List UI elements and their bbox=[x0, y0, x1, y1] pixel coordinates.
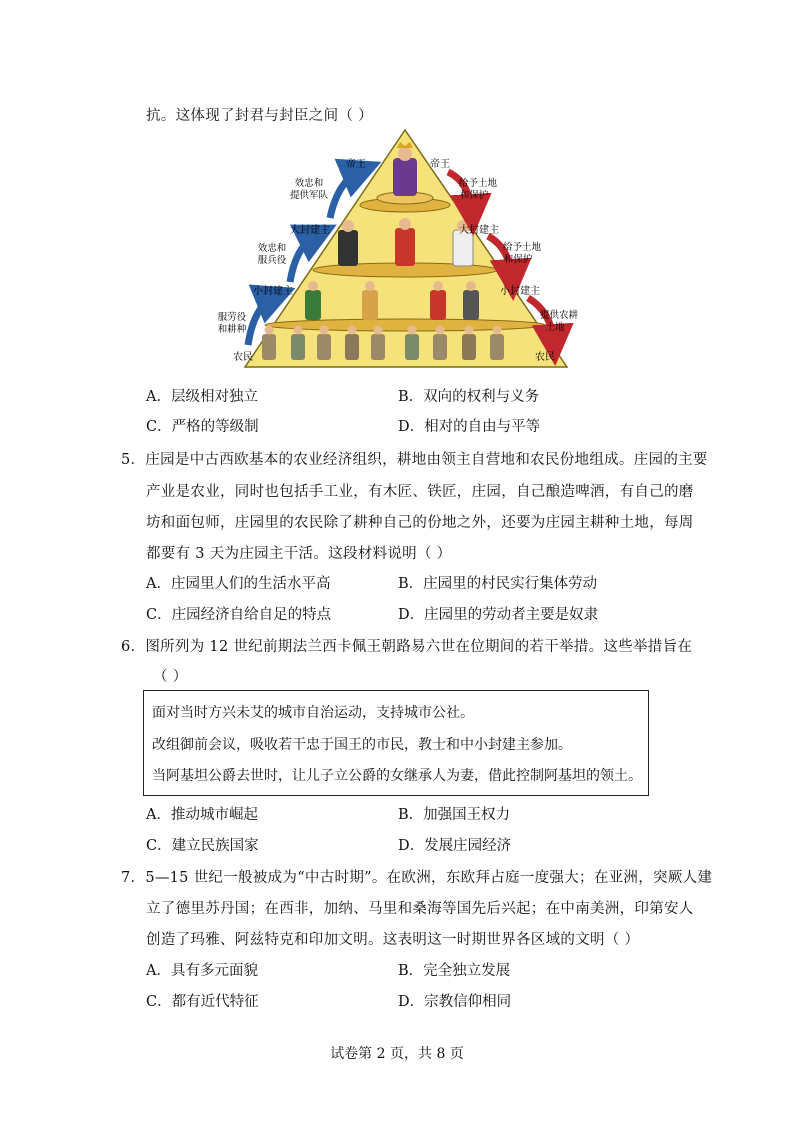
q6-material-line-3: 当阿基坦公爵去世时，让儿子立公爵的女继承人为妻，借此控制阿基坦的领土。 bbox=[152, 768, 642, 784]
q6-material-line-2: 改组御前会议，吸收若干忠于国王的市民，教士和中小封建主参加。 bbox=[152, 737, 572, 753]
label-peasant-right: 农民 bbox=[535, 352, 555, 363]
label-peasant-left: 农民 bbox=[233, 352, 253, 363]
page-footer: 试卷第 2 页，共 8 页 bbox=[330, 1046, 464, 1062]
q6-material-line-1: 面对当时方兴未艾的城市自治运动，支持城市公社。 bbox=[152, 705, 474, 721]
up-arrow-2-text-1: 效忠和 bbox=[257, 243, 287, 254]
q4-option-d[interactable]: D．相对的自由与平等 bbox=[398, 419, 541, 435]
down-arrow-2-text-2: 和保护 bbox=[503, 254, 533, 265]
up-arrow-1-text-2: 提供军队 bbox=[289, 190, 329, 201]
q4-option-a[interactable]: A．层级相对独立 bbox=[146, 389, 258, 405]
down-arrow-1-text-2: 和保护 bbox=[459, 190, 489, 201]
q6-option-c[interactable]: C．建立民族国家 bbox=[146, 838, 259, 854]
up-arrow-3-text-1: 服劳役 bbox=[217, 312, 247, 323]
q7-stem-line-1: 7．5—15 世纪一般被成为“中古时期”。在欧洲，东欧拜占庭一度强大；在亚洲，突厥人建 bbox=[121, 870, 713, 886]
q5-stem-line-2: 产业是农业，同时也包括手工业，有木匠、铁匠，庄园，自己酿造啤酒，有自己的磨 bbox=[146, 484, 694, 500]
q6-stem-line-1: 6．图所列为 12 世纪前期法兰西卡佩王朝路易六世在位期间的若干举措。这些举措旨在 bbox=[121, 639, 693, 655]
question-4-stem-end: 抗。这体现了封君与封臣之间（ ） bbox=[146, 108, 373, 124]
q6-material-box bbox=[143, 690, 649, 796]
q7-option-b[interactable]: B．完全独立发展 bbox=[398, 963, 511, 979]
down-arrow-2-text-1: 给予土地 bbox=[502, 242, 542, 253]
q6-option-a[interactable]: A．推动城市崛起 bbox=[146, 807, 258, 823]
q7-stem-line-2: 立了德里苏丹国；在西非，加纳、马里和桑海等国先后兴起；在中南美洲，印第安人 bbox=[146, 901, 694, 917]
q4-option-c[interactable]: C．严格的等级制 bbox=[146, 419, 259, 435]
up-arrow-1-text-1: 效忠和 bbox=[294, 178, 324, 189]
q5-stem-line-3: 坊和面包师，庄园里的农民除了耕种自己的份地之外，还要为庄园主耕种土地，每周 bbox=[146, 515, 694, 531]
label-emperor-right: 帝王 bbox=[430, 159, 450, 170]
label-small-lord-right: 小封建主 bbox=[500, 286, 540, 297]
label-great-lord-right: 大封建主 bbox=[459, 225, 499, 236]
down-arrow-3-text-1: 提供农耕 bbox=[539, 310, 579, 321]
q7-option-d[interactable]: D．宗教信仰相同 bbox=[398, 994, 512, 1010]
q5-stem-line-4: 都要有 3 天为庄园主干活。这段材料说明（ ） bbox=[146, 546, 452, 562]
q5-option-d[interactable]: D．庄园里的劳动者主要是奴隶 bbox=[398, 607, 599, 623]
down-arrow-1-text-1: 给予土地 bbox=[458, 178, 498, 189]
up-arrow-3-text-2: 和耕种 bbox=[217, 324, 247, 335]
q5-option-b[interactable]: B．庄园里的村民实行集体劳动 bbox=[398, 576, 598, 592]
q4-option-b[interactable]: B．双向的权利与义务 bbox=[398, 389, 540, 405]
label-emperor-left: 帝王 bbox=[346, 159, 366, 170]
label-small-lord-left: 小封建主 bbox=[253, 286, 293, 297]
q6-option-d[interactable]: D．发展庄园经济 bbox=[398, 838, 512, 854]
q6-stem-line-2: （ ） bbox=[153, 669, 188, 685]
q7-stem-line-3: 创造了玛雅、阿兹特克和印加文明。这表明这一时期世界各区域的文明（ ） bbox=[146, 932, 640, 948]
q7-option-c[interactable]: C．都有近代特征 bbox=[146, 994, 259, 1010]
q5-option-c[interactable]: C．庄园经济自给自足的特点 bbox=[146, 607, 332, 623]
label-great-lord-left: 大封建主 bbox=[290, 225, 330, 236]
feudal-pyramid-diagram bbox=[0, 0, 794, 380]
up-arrow-2-text-2: 服兵役 bbox=[257, 255, 287, 266]
q6-option-b[interactable]: B．加强国王权力 bbox=[398, 807, 511, 823]
q5-option-a[interactable]: A．庄园里人们的生活水平高 bbox=[146, 576, 331, 592]
down-arrow-3-text-2: 土地 bbox=[545, 322, 565, 333]
q7-option-a[interactable]: A．具有多元面貌 bbox=[146, 963, 258, 979]
q5-stem-line-1: 5．庄园是中古西欧基本的农业经济组织，耕地由领主自营地和农民份地组成。庄园的主要 bbox=[121, 452, 708, 468]
